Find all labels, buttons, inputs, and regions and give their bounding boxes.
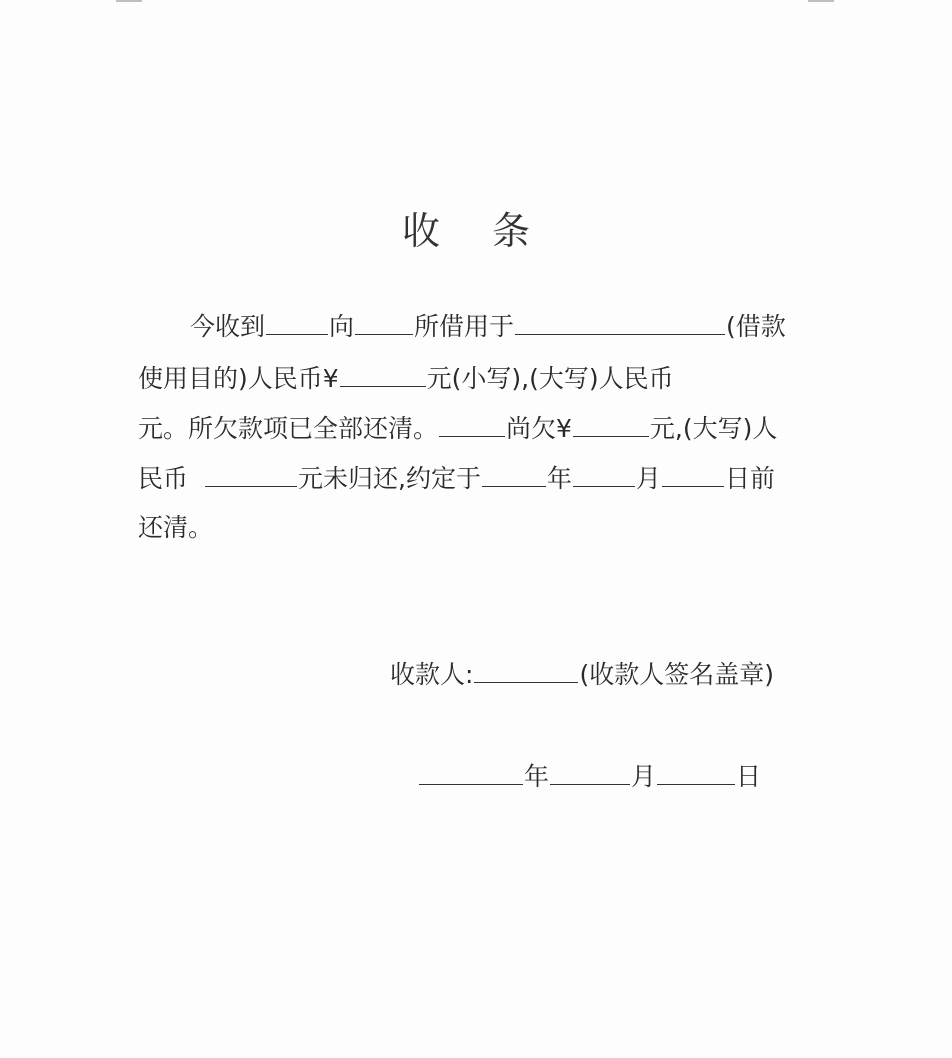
body-line-2 bbox=[138, 362, 674, 396]
text-still-owe: 尚欠¥ bbox=[506, 414, 572, 443]
text-from: 向 bbox=[329, 312, 355, 341]
body-line-1 bbox=[190, 310, 786, 344]
sign-year-label: 年 bbox=[524, 762, 550, 791]
blank-due-year[interactable] bbox=[482, 462, 546, 487]
blank-due-day[interactable] bbox=[662, 462, 724, 487]
text-year: 年 bbox=[546, 464, 572, 493]
blank-amount-numeric[interactable] bbox=[340, 362, 426, 387]
blank-due-month[interactable] bbox=[573, 462, 635, 487]
body-line-5 bbox=[138, 512, 213, 546]
sign-month-label: 月 bbox=[631, 762, 657, 791]
blank-repaid[interactable] bbox=[439, 412, 505, 437]
signature-date-line bbox=[418, 760, 761, 793]
page-edge-mark-left bbox=[116, 0, 142, 2]
body-line-4 bbox=[138, 462, 775, 496]
blank-purpose[interactable] bbox=[515, 310, 725, 335]
blank-owed-numeric[interactable] bbox=[573, 412, 649, 437]
body-line-3 bbox=[138, 412, 777, 446]
payee-label: 收款人: bbox=[390, 660, 474, 689]
text-pay-off: 还清。 bbox=[138, 513, 214, 542]
blank-sign-day[interactable] bbox=[657, 760, 735, 785]
blank-owed-capital[interactable] bbox=[205, 462, 297, 487]
sign-day-label: 日 bbox=[736, 762, 762, 791]
payee-signature-line bbox=[390, 658, 774, 691]
blank-lender[interactable] bbox=[266, 310, 328, 335]
blank-sign-month[interactable] bbox=[550, 760, 630, 785]
text-rmb-yen: 使用目的)人民币¥ bbox=[138, 364, 339, 393]
page-edge-mark-right bbox=[808, 0, 834, 2]
text-unreturned: 元未归还,约定于 bbox=[298, 464, 481, 493]
text-purpose-paren: (借款 bbox=[726, 312, 786, 341]
text-borrowed-for: 所借用于 bbox=[414, 312, 515, 341]
payee-note: (收款人签名盖章) bbox=[579, 660, 774, 689]
text-yuan-capital-2: 元,(大写)人 bbox=[649, 414, 778, 443]
text-yuan-capital: 元(小写),(大写)人民币 bbox=[426, 364, 674, 393]
text-repaid-all: 元。所欠款项已全部还清。 bbox=[138, 414, 439, 443]
blank-borrower[interactable] bbox=[355, 310, 413, 335]
text-day-before: 日前 bbox=[725, 464, 776, 493]
document-title: 收 条 bbox=[401, 209, 551, 253]
text-rmb: 民币 bbox=[138, 464, 189, 493]
blank-sign-year[interactable] bbox=[419, 760, 523, 785]
blank-payee[interactable] bbox=[474, 658, 578, 683]
text-received: 今收到 bbox=[190, 312, 266, 341]
text-month: 月 bbox=[635, 464, 661, 493]
